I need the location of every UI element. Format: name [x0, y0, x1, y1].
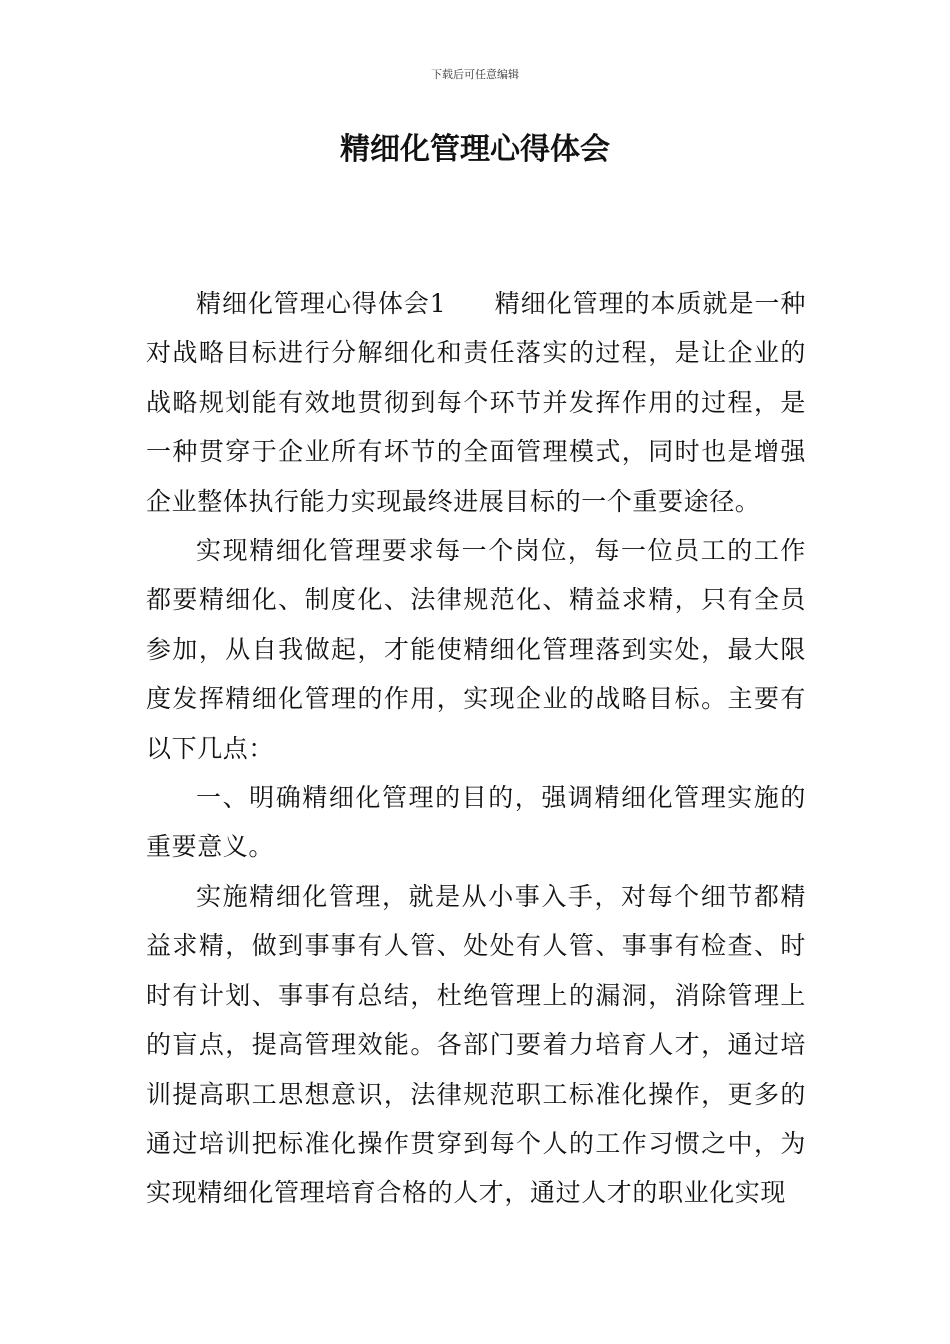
paragraph-3: 一、明确精细化管理的目的，强调精细化管理实施的重要意义。 — [146, 783, 806, 862]
document-title: 精细化管理心得体会 — [340, 132, 610, 167]
paragraph-1 — [146, 279, 806, 526]
paragraph-1-text: 精细化管理的本质就是一种对战略目标进行分解细化和责任落实的过程，是让企业的战略规划能有效地贯彻到每个环节并发挥作用的过程，是一种贯穿于企业所有坏节的全面管理模式，同时也是增强企业整体执行能力实现最终进展目标的一个重要途径。 — [146, 289, 806, 516]
paragraph-4: 实施精细化管理，就是从小事入手，对每个细节都精益求精，做到事事有人管、处处有人管、事事有检查、时时有计划、事事有总结，杜绝管理上的漏洞，消除管理上的盲点，提高管理效能。各部门要着力培育人才，通过培训提高职工思想意识，法律规范职工标准化操作，更多的通过培训把标准化操作贯穿到每个人的工作习惯之中，为实现精细化管理培育合格的人才，通过人才的职业化实现 — [146, 881, 806, 1208]
section-heading-1: 精细化管理心得体会1 — [196, 289, 447, 318]
page-header-note: 下载后可任意编辑 — [431, 68, 519, 81]
paragraph-2: 实现精细化管理要求每一个岗位，每一位员工的工作都要精细化、制度化、法律规范化、精益求精，只有全员参加，从自我做起，才能使精细化管理落到实处，最大限度发挥精细化管理的作用，实现企业的战略目标。主要有以下几点： — [146, 536, 806, 763]
document-body — [146, 279, 806, 1218]
